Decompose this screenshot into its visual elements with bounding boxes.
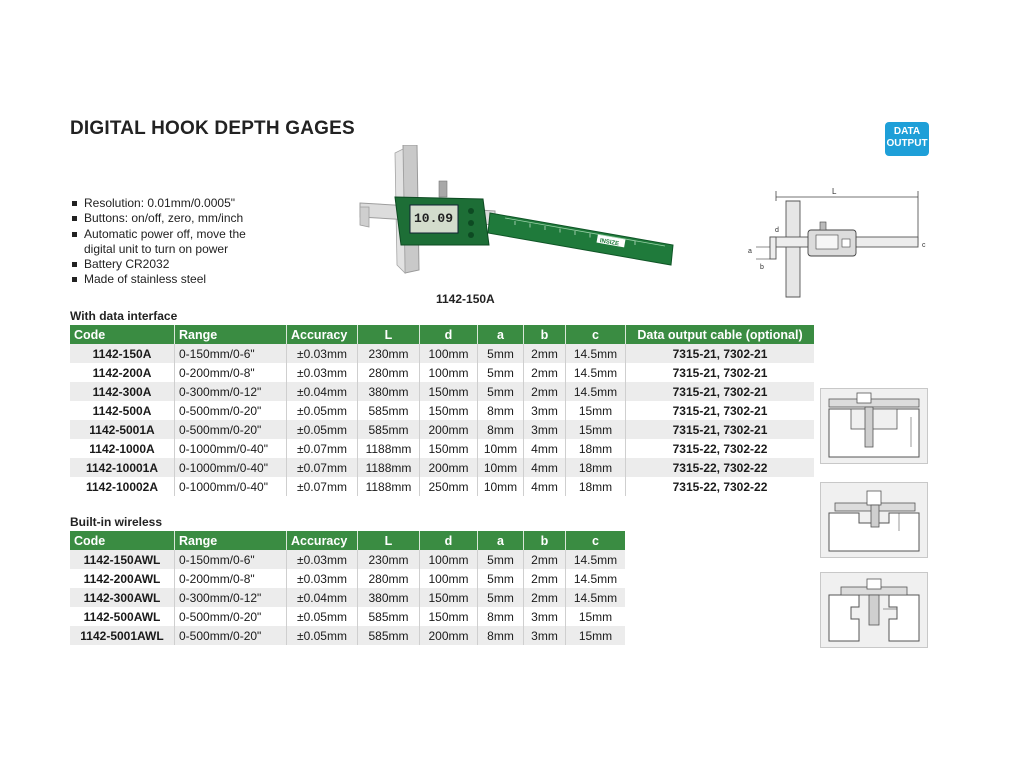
cell-a: 5mm [478, 588, 524, 607]
dimension-diagram [748, 185, 938, 305]
application-thumbnail-1 [820, 388, 928, 464]
feature-item-continued: digital unit to turn on power [84, 241, 229, 256]
col-header-b: b [524, 531, 566, 550]
cell-d: 150mm [420, 607, 478, 626]
col-header-L: L [358, 531, 420, 550]
cell-code: 1142-500A [70, 401, 175, 420]
cell-c: 14.5mm [566, 363, 626, 382]
cell-c: 14.5mm [566, 550, 626, 569]
cell-code: 1142-300A [70, 382, 175, 401]
cell-range: 0-1000mm/0-40" [175, 477, 287, 496]
cell-d: 150mm [420, 588, 478, 607]
feature-list [70, 196, 246, 288]
cell-L: 585mm [358, 607, 420, 626]
cell-d: 200mm [420, 458, 478, 477]
cell-cable: 7315-21, 7302-21 [626, 401, 815, 420]
table-header-row [70, 325, 814, 344]
cell-d: 100mm [420, 344, 478, 363]
table-header-row [70, 531, 625, 550]
wireless-table [70, 531, 625, 645]
cell-cable: 7315-21, 7302-21 [626, 363, 815, 382]
cell-L: 280mm [358, 363, 420, 382]
cell-a: 5mm [478, 550, 524, 569]
display-reading: 10.09 [414, 211, 454, 226]
cell-a: 8mm [478, 607, 524, 626]
cell-range: 0-150mm/0-6" [175, 344, 287, 363]
cell-L: 585mm [358, 626, 420, 645]
cell-a: 8mm [478, 626, 524, 645]
cell-accuracy: ±0.05mm [287, 401, 358, 420]
cell-accuracy: ±0.07mm [287, 439, 358, 458]
cell-d: 150mm [420, 401, 478, 420]
col-header-a: a [478, 325, 524, 344]
feature-item: Resolution: 0.01mm/0.0005" [70, 196, 246, 211]
cell-code: 1142-200AWL [70, 569, 175, 588]
col-header-b: b [524, 325, 566, 344]
cell-L: 380mm [358, 588, 420, 607]
cell-code: 1142-5001A [70, 420, 175, 439]
cell-code: 1142-10002A [70, 477, 175, 496]
badge-label: DATA OUTPUT [886, 126, 928, 149]
col-header-range: Range [175, 531, 287, 550]
dim-label-c: c [922, 242, 926, 249]
cell-a: 5mm [478, 382, 524, 401]
cell-accuracy: ±0.03mm [287, 569, 358, 588]
col-header-c: c [566, 531, 626, 550]
table-row [70, 588, 625, 607]
cell-code: 1142-150A [70, 344, 175, 363]
col-header-d: d [420, 531, 478, 550]
cell-cable: 7315-21, 7302-21 [626, 344, 815, 363]
cell-accuracy: ±0.03mm [287, 344, 358, 363]
dim-label-a: a [748, 248, 752, 255]
cell-b: 2mm [524, 363, 566, 382]
cell-d: 150mm [420, 382, 478, 401]
cell-d: 150mm [420, 439, 478, 458]
cell-range: 0-500mm/0-20" [175, 607, 287, 626]
cell-b: 4mm [524, 439, 566, 458]
cell-accuracy: ±0.03mm [287, 550, 358, 569]
cell-accuracy: ±0.05mm [287, 420, 358, 439]
cell-range: 0-500mm/0-20" [175, 401, 287, 420]
cell-range: 0-1000mm/0-40" [175, 439, 287, 458]
cell-accuracy: ±0.04mm [287, 588, 358, 607]
cell-c: 18mm [566, 439, 626, 458]
table-row [70, 439, 814, 458]
product-caption: 1142-150A [436, 292, 495, 306]
cell-c: 15mm [566, 420, 626, 439]
cell-a: 10mm [478, 439, 524, 458]
cell-accuracy: ±0.07mm [287, 477, 358, 496]
dim-label-b: b [760, 264, 764, 271]
cell-L: 230mm [358, 550, 420, 569]
cell-c: 18mm [566, 458, 626, 477]
cell-L: 1188mm [358, 439, 420, 458]
data-interface-table [70, 325, 814, 496]
cell-L: 380mm [358, 382, 420, 401]
table-row [70, 550, 625, 569]
cell-c: 14.5mm [566, 382, 626, 401]
cell-d: 100mm [420, 363, 478, 382]
cell-cable: 7315-22, 7302-22 [626, 477, 815, 496]
section-title-data-interface: With data interface [70, 309, 178, 323]
col-header-code: Code [70, 325, 175, 344]
cell-b: 3mm [524, 401, 566, 420]
application-thumbnail-3 [820, 572, 928, 648]
cell-accuracy: ±0.05mm [287, 626, 358, 645]
page-title: DIGITAL HOOK DEPTH GAGES [70, 118, 355, 139]
col-header-range: Range [175, 325, 287, 344]
table-row [70, 344, 814, 363]
application-thumbnail-2 [820, 482, 928, 558]
cell-cable: 7315-22, 7302-22 [626, 458, 815, 477]
cell-c: 15mm [566, 626, 626, 645]
cell-b: 2mm [524, 569, 566, 588]
measuring-slot-illustration [821, 573, 927, 647]
cell-b: 3mm [524, 420, 566, 439]
cell-L: 1188mm [358, 477, 420, 496]
cell-d: 250mm [420, 477, 478, 496]
cell-code: 1142-1000A [70, 439, 175, 458]
feature-item: Made of stainless steel [70, 272, 246, 287]
cell-L: 1188mm [358, 458, 420, 477]
cell-d: 200mm [420, 420, 478, 439]
cell-range: 0-300mm/0-12" [175, 382, 287, 401]
cell-cable: 7315-22, 7302-22 [626, 439, 815, 458]
cell-a: 10mm [478, 458, 524, 477]
feature-item: Automatic power off, move the [70, 227, 246, 242]
cell-d: 200mm [420, 626, 478, 645]
cell-b: 2mm [524, 344, 566, 363]
table-row [70, 458, 814, 477]
cell-b: 2mm [524, 382, 566, 401]
cell-c: 14.5mm [566, 344, 626, 363]
cell-accuracy: ±0.03mm [287, 363, 358, 382]
cell-a: 8mm [478, 401, 524, 420]
cell-range: 0-300mm/0-12" [175, 588, 287, 607]
cell-range: 0-200mm/0-8" [175, 363, 287, 382]
cell-b: 3mm [524, 607, 566, 626]
table-row [70, 569, 625, 588]
cell-accuracy: ±0.07mm [287, 458, 358, 477]
col-header-c: c [566, 325, 626, 344]
table-row [70, 382, 814, 401]
cell-b: 4mm [524, 458, 566, 477]
table-row [70, 401, 814, 420]
cell-cable: 7315-21, 7302-21 [626, 382, 815, 401]
cell-accuracy: ±0.05mm [287, 607, 358, 626]
col-header-code: Code [70, 531, 175, 550]
cell-b: 3mm [524, 626, 566, 645]
cell-L: 230mm [358, 344, 420, 363]
cell-b: 2mm [524, 588, 566, 607]
cell-L: 585mm [358, 420, 420, 439]
cell-L: 585mm [358, 401, 420, 420]
cell-b: 4mm [524, 477, 566, 496]
col-header-accuracy: Accuracy [287, 531, 358, 550]
cell-cable: 7315-21, 7302-21 [626, 420, 815, 439]
table-row [70, 607, 625, 626]
dim-label-L: L [832, 187, 837, 196]
table-row [70, 626, 625, 645]
cell-b: 2mm [524, 550, 566, 569]
cell-c: 18mm [566, 477, 626, 496]
table-row [70, 477, 814, 496]
col-header-cable: Data output cable (optional) [626, 325, 815, 344]
cell-code: 1142-200A [70, 363, 175, 382]
dim-label-d: d [775, 227, 779, 234]
cell-a: 8mm [478, 420, 524, 439]
depth-gage-product-image [355, 145, 675, 290]
cell-c: 14.5mm [566, 569, 626, 588]
data-output-badge [885, 122, 929, 156]
section-title-wireless: Built-in wireless [70, 515, 163, 529]
col-header-L: L [358, 325, 420, 344]
cell-d: 100mm [420, 569, 478, 588]
feature-item: Buttons: on/off, zero, mm/inch [70, 211, 246, 226]
cell-c: 14.5mm [566, 588, 626, 607]
cell-code: 1142-10001A [70, 458, 175, 477]
cell-c: 15mm [566, 607, 626, 626]
cell-code: 1142-500AWL [70, 607, 175, 626]
measuring-step-illustration [821, 483, 927, 557]
cell-a: 5mm [478, 569, 524, 588]
cell-range: 0-150mm/0-6" [175, 550, 287, 569]
col-header-accuracy: Accuracy [287, 325, 358, 344]
table-row [70, 363, 814, 382]
cell-a: 5mm [478, 344, 524, 363]
cell-code: 1142-300AWL [70, 588, 175, 607]
cell-accuracy: ±0.04mm [287, 382, 358, 401]
cell-c: 15mm [566, 401, 626, 420]
feature-item: Battery CR2032 [70, 257, 246, 272]
cell-a: 5mm [478, 363, 524, 382]
cell-code: 1142-150AWL [70, 550, 175, 569]
cell-range: 0-500mm/0-20" [175, 626, 287, 645]
cell-L: 280mm [358, 569, 420, 588]
cell-a: 10mm [478, 477, 524, 496]
cell-d: 100mm [420, 550, 478, 569]
col-header-d: d [420, 325, 478, 344]
col-header-a: a [478, 531, 524, 550]
cell-range: 0-1000mm/0-40" [175, 458, 287, 477]
brand-label: INSIZE [599, 238, 620, 248]
cell-range: 0-200mm/0-8" [175, 569, 287, 588]
cell-range: 0-500mm/0-20" [175, 420, 287, 439]
cell-code: 1142-5001AWL [70, 626, 175, 645]
measuring-groove-illustration [821, 389, 927, 463]
table-row [70, 420, 814, 439]
